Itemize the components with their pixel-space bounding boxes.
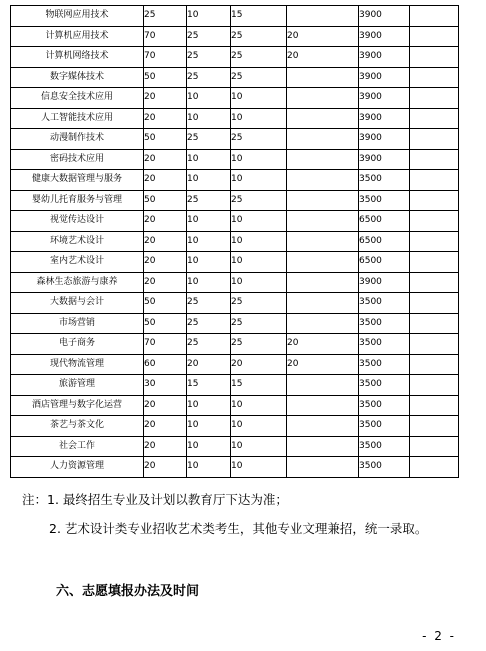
tuition-cell: 3900: [359, 108, 410, 129]
plan-total-cell: 30: [144, 375, 187, 396]
plan-total-cell: 20: [144, 457, 187, 478]
plan-cell: [287, 149, 359, 170]
plan-cell: [287, 231, 359, 252]
tuition-cell: 3500: [359, 313, 410, 334]
remark-cell: [410, 129, 459, 150]
table-row: [11, 395, 459, 416]
table-row: [11, 170, 459, 191]
tuition-cell: 6500: [359, 252, 410, 273]
plan-cell: 15: [231, 6, 287, 27]
plan-cell: 10: [187, 395, 231, 416]
plan-cell: 25: [231, 129, 287, 150]
plan-cell: 25: [231, 293, 287, 314]
section-title: 六、志愿填报办法及时间: [56, 584, 200, 599]
tuition-cell: 3500: [359, 190, 410, 211]
plan-total-cell: 20: [144, 252, 187, 273]
plan-cell: [287, 416, 359, 437]
major-name-cell: 酒店管理与数字化运营: [11, 395, 144, 416]
major-name-cell: 环境艺术设计: [11, 231, 144, 252]
plan-cell: 10: [231, 436, 287, 457]
major-name-cell: 人工智能技术应用: [11, 108, 144, 129]
plan-total-cell: 70: [144, 334, 187, 355]
plan-total-cell: 50: [144, 129, 187, 150]
remark-cell: [410, 108, 459, 129]
plan-cell: [287, 67, 359, 88]
plan-total-cell: 50: [144, 293, 187, 314]
plan-cell: 10: [231, 170, 287, 191]
major-name-cell: 市场营销: [11, 313, 144, 334]
plan-cell: 10: [187, 108, 231, 129]
plan-total-cell: 20: [144, 170, 187, 191]
remark-cell: [410, 416, 459, 437]
tuition-cell: 3500: [359, 395, 410, 416]
plan-cell: [287, 211, 359, 232]
tuition-cell: 3500: [359, 375, 410, 396]
tuition-cell: 3900: [359, 26, 410, 47]
plan-cell: 10: [231, 395, 287, 416]
major-name-cell: 森林生态旅游与康养: [11, 272, 144, 293]
plan-cell: [287, 170, 359, 191]
remark-cell: [410, 47, 459, 68]
remark-cell: [410, 190, 459, 211]
tuition-cell: 3500: [359, 416, 410, 437]
plan-total-cell: 50: [144, 190, 187, 211]
major-name-cell: 现代物流管理: [11, 354, 144, 375]
plan-cell: 25: [187, 26, 231, 47]
remark-cell: [410, 272, 459, 293]
note-2: 2. 艺术设计类专业招收艺术类考生，其他专业文理兼招，统一录取。: [49, 521, 428, 536]
table-row: [11, 47, 459, 68]
plan-total-cell: 20: [144, 436, 187, 457]
plan-cell: 10: [231, 149, 287, 170]
plan-total-cell: 50: [144, 67, 187, 88]
plan-cell: 25: [231, 190, 287, 211]
remark-cell: [410, 231, 459, 252]
plan-cell: 10: [187, 6, 231, 27]
tuition-cell: 6500: [359, 211, 410, 232]
plan-cell: 10: [231, 272, 287, 293]
plan-cell: [287, 293, 359, 314]
page-number: - 2 -: [422, 629, 456, 643]
plan-cell: 20: [287, 26, 359, 47]
remark-cell: [410, 354, 459, 375]
plan-total-cell: 20: [144, 211, 187, 232]
table-row: [11, 149, 459, 170]
plan-cell: 25: [187, 334, 231, 355]
remark-cell: [410, 149, 459, 170]
plan-cell: [287, 88, 359, 109]
major-name-cell: 室内艺术设计: [11, 252, 144, 273]
plan-cell: [287, 190, 359, 211]
plan-cell: 20: [231, 354, 287, 375]
plan-cell: 10: [187, 457, 231, 478]
plan-total-cell: 20: [144, 231, 187, 252]
plan-cell: [287, 395, 359, 416]
table-row: [11, 293, 459, 314]
major-name-cell: 大数据与会计: [11, 293, 144, 314]
plan-cell: 10: [187, 436, 231, 457]
plan-total-cell: 50: [144, 313, 187, 334]
plan-cell: 10: [187, 252, 231, 273]
tuition-cell: 3500: [359, 436, 410, 457]
plan-total-cell: 70: [144, 47, 187, 68]
plan-cell: 25: [187, 190, 231, 211]
table-row: [11, 375, 459, 396]
plan-cell: 15: [187, 375, 231, 396]
table-row: [11, 231, 459, 252]
plan-total-cell: 20: [144, 88, 187, 109]
major-name-cell: 视觉传达设计: [11, 211, 144, 232]
plan-cell: 10: [231, 211, 287, 232]
table-row: [11, 416, 459, 437]
plan-cell: 25: [187, 293, 231, 314]
table-row: [11, 108, 459, 129]
plan-cell: [287, 252, 359, 273]
major-name-cell: 社会工作: [11, 436, 144, 457]
table-row: [11, 67, 459, 88]
major-name-cell: 数字媒体技术: [11, 67, 144, 88]
tuition-cell: 3900: [359, 129, 410, 150]
major-name-cell: 密码技术应用: [11, 149, 144, 170]
tuition-cell: 3900: [359, 67, 410, 88]
table-row: [11, 26, 459, 47]
major-name-cell: 旅游管理: [11, 375, 144, 396]
plan-cell: 25: [231, 334, 287, 355]
plan-cell: 15: [231, 375, 287, 396]
table-row: [11, 457, 459, 478]
plan-cell: 25: [231, 47, 287, 68]
plan-total-cell: 20: [144, 395, 187, 416]
plan-total-cell: 60: [144, 354, 187, 375]
plan-cell: 20: [287, 334, 359, 355]
major-name-cell: 人力资源管理: [11, 457, 144, 478]
plan-cell: [287, 313, 359, 334]
tuition-cell: 3900: [359, 6, 410, 27]
remark-cell: [410, 313, 459, 334]
major-name-cell: 健康大数据管理与服务: [11, 170, 144, 191]
plan-cell: 10: [187, 231, 231, 252]
plan-cell: [287, 129, 359, 150]
table-row: [11, 88, 459, 109]
plan-total-cell: 70: [144, 26, 187, 47]
plan-cell: 10: [231, 252, 287, 273]
table-row: [11, 436, 459, 457]
plan-cell: 10: [187, 170, 231, 191]
remark-cell: [410, 67, 459, 88]
plan-cell: 10: [187, 211, 231, 232]
plan-cell: 10: [231, 416, 287, 437]
major-name-cell: 计算机应用技术: [11, 26, 144, 47]
remark-cell: [410, 170, 459, 191]
plan-total-cell: 20: [144, 416, 187, 437]
plan-cell: 25: [231, 313, 287, 334]
major-name-cell: 计算机网络技术: [11, 47, 144, 68]
tuition-cell: 6500: [359, 231, 410, 252]
remark-cell: [410, 211, 459, 232]
plan-cell: 10: [187, 88, 231, 109]
plan-cell: 10: [187, 416, 231, 437]
plan-cell: [287, 375, 359, 396]
enrollment-plan-table: [10, 5, 459, 478]
remark-cell: [410, 375, 459, 396]
plan-cell: 10: [231, 108, 287, 129]
major-name-cell: 茶艺与茶文化: [11, 416, 144, 437]
plan-cell: 10: [187, 272, 231, 293]
table-row: [11, 211, 459, 232]
remark-cell: [410, 395, 459, 416]
plan-cell: 20: [287, 47, 359, 68]
plan-cell: 25: [187, 47, 231, 68]
table-row: [11, 252, 459, 273]
remark-cell: [410, 88, 459, 109]
plan-total-cell: 20: [144, 272, 187, 293]
plan-cell: 10: [231, 88, 287, 109]
major-name-cell: 信息安全技术应用: [11, 88, 144, 109]
major-name-cell: 动漫制作技术: [11, 129, 144, 150]
plan-cell: [287, 272, 359, 293]
remark-cell: [410, 252, 459, 273]
table-row: [11, 334, 459, 355]
plan-total-cell: 25: [144, 6, 187, 27]
tuition-cell: 3500: [359, 334, 410, 355]
plan-cell: 10: [231, 457, 287, 478]
major-name-cell: 物联网应用技术: [11, 6, 144, 27]
tuition-cell: 3900: [359, 272, 410, 293]
remark-cell: [410, 334, 459, 355]
remark-cell: [410, 457, 459, 478]
tuition-cell: 3900: [359, 47, 410, 68]
remark-cell: [410, 293, 459, 314]
plan-cell: 25: [231, 26, 287, 47]
tuition-cell: 3500: [359, 457, 410, 478]
table-row: [11, 313, 459, 334]
table-row: [11, 190, 459, 211]
plan-cell: 25: [187, 67, 231, 88]
plan-cell: 10: [231, 231, 287, 252]
tuition-cell: 3500: [359, 354, 410, 375]
plan-cell: [287, 436, 359, 457]
tuition-cell: 3500: [359, 293, 410, 314]
major-name-cell: 婴幼儿托育服务与管理: [11, 190, 144, 211]
plan-cell: [287, 108, 359, 129]
tuition-cell: 3900: [359, 149, 410, 170]
major-name-cell: 电子商务: [11, 334, 144, 355]
remark-cell: [410, 6, 459, 27]
plan-cell: 25: [187, 313, 231, 334]
plan-cell: 20: [187, 354, 231, 375]
table-row: [11, 129, 459, 150]
plan-cell: [287, 457, 359, 478]
tuition-cell: 3500: [359, 170, 410, 191]
remark-cell: [410, 436, 459, 457]
plan-cell: 25: [187, 129, 231, 150]
table-row: [11, 272, 459, 293]
plan-cell: [287, 6, 359, 27]
table-body: [11, 6, 459, 478]
plan-cell: 25: [231, 67, 287, 88]
table-row: [11, 6, 459, 27]
plan-total-cell: 20: [144, 108, 187, 129]
plan-total-cell: 20: [144, 149, 187, 170]
table-row: [11, 354, 459, 375]
notes: [22, 488, 467, 540]
plan-cell: 10: [187, 149, 231, 170]
remark-cell: [410, 26, 459, 47]
note-1: 注：1. 最终招生专业及计划以教育厅下达为准；: [22, 492, 288, 507]
tuition-cell: 3900: [359, 88, 410, 109]
plan-cell: 20: [287, 354, 359, 375]
